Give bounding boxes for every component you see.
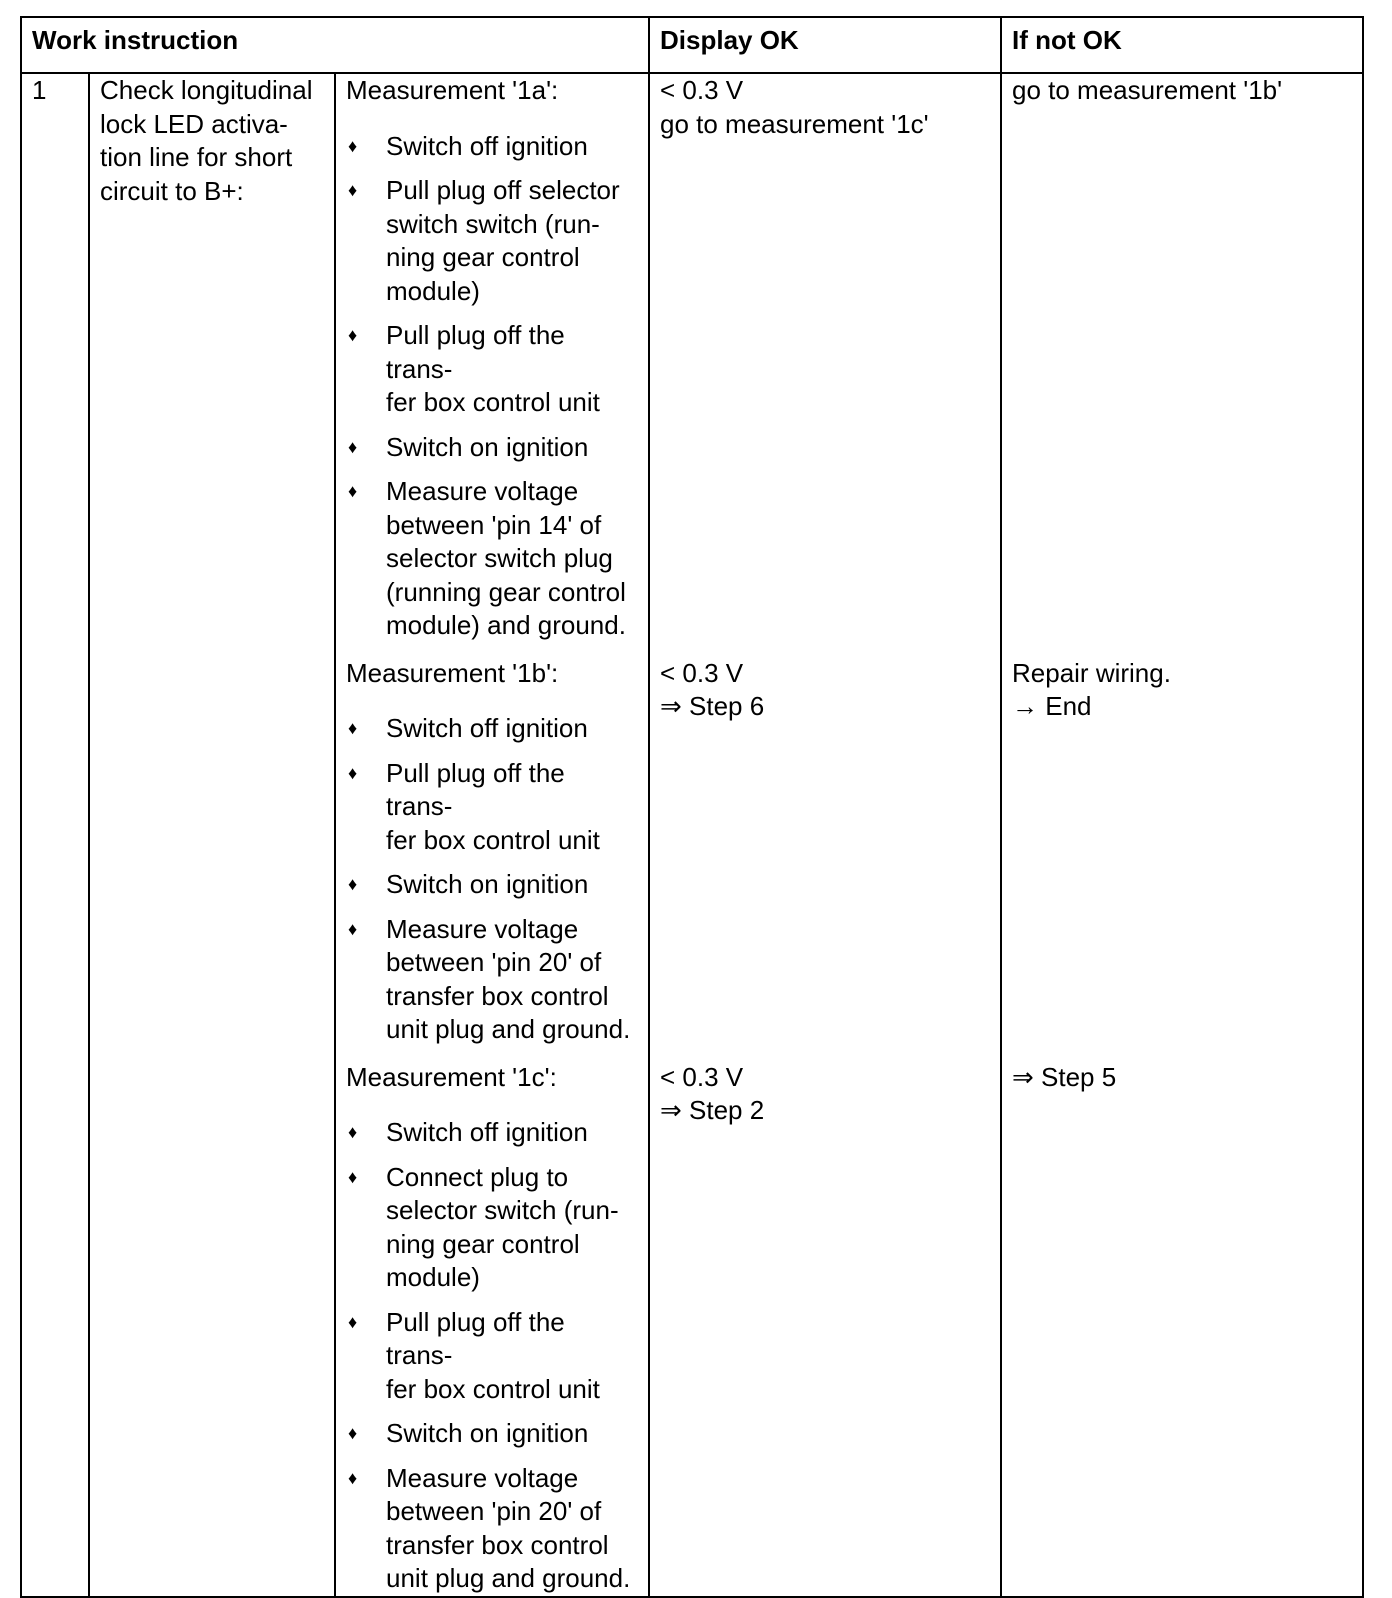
instruction-text: selector switch plug <box>386 543 613 573</box>
instruction-list <box>346 130 638 643</box>
instruction-text: ning gear control <box>386 1228 580 1259</box>
description-line: tion line for short <box>100 142 293 172</box>
header-work-instruction: Work instruction <box>21 17 649 73</box>
measurement-title: Measurement '1c': <box>346 1061 557 1092</box>
display-ok-text: < 0.3 V <box>660 657 744 688</box>
display-ok-result <box>660 1061 990 1128</box>
measurement-block <box>346 74 638 643</box>
measurement-block <box>346 657 638 1047</box>
measurement-title: Measurement '1a': <box>346 75 559 105</box>
instruction-text: Pull plug off the trans- <box>386 320 565 384</box>
diamond-bullet-icon: ♦ <box>348 918 358 939</box>
instruction-item <box>346 1417 638 1451</box>
if-not-ok-text: → End <box>1012 691 1092 721</box>
diamond-bullet-icon: ♦ <box>348 1166 358 1187</box>
display-ok-text: ⇒ Step 6 <box>660 691 765 721</box>
instruction-text: (running gear control <box>386 576 626 607</box>
header-row <box>21 17 1363 73</box>
instruction-text: Measure voltage <box>386 1462 579 1493</box>
diamond-bullet-icon: ♦ <box>348 325 358 345</box>
header-if-not-ok: If not OK <box>1001 17 1363 73</box>
diamond-bullet-icon: ♦ <box>348 874 358 894</box>
description-line: Check longitudinal <box>100 75 313 105</box>
instruction-text: Switch off ignition <box>386 130 588 161</box>
instruction-text: Pull plug off the trans- <box>386 1306 565 1370</box>
instruction-item <box>346 1462 638 1596</box>
diamond-bullet-icon: ♦ <box>348 1122 358 1142</box>
instruction-text: Measure voltage <box>386 476 579 506</box>
display-ok-text: ⇒ Step 2 <box>660 1095 765 1125</box>
instruction-text: Pull plug off the trans- <box>386 757 565 821</box>
instruction-text: Measure voltage <box>386 913 579 944</box>
instruction-item <box>346 174 638 308</box>
instruction-text: between 'pin 20' of <box>386 1496 602 1526</box>
if-not-ok-result <box>1012 74 1352 108</box>
instruction-item <box>346 319 638 420</box>
instruction-text: selector switch (run- <box>386 1195 619 1225</box>
instruction-item <box>346 712 638 746</box>
display-ok-text: < 0.3 V <box>660 1061 744 1092</box>
instruction-item <box>346 757 638 858</box>
instruction-item <box>346 913 638 1047</box>
display-ok-result <box>660 74 990 141</box>
diamond-bullet-icon: ♦ <box>348 1423 358 1443</box>
instruction-text: ning gear control <box>386 242 580 272</box>
measurement-steps <box>335 73 649 1597</box>
if-not-ok-text: ⇒ Step 5 <box>1012 1061 1117 1092</box>
instruction-text: fer box control unit <box>386 824 600 855</box>
if-not-ok-column <box>1001 73 1363 1597</box>
instruction-text: Switch off ignition <box>386 713 588 743</box>
instruction-text: fer box control unit <box>386 1373 600 1404</box>
if-not-ok-text: go to measurement '1b' <box>1012 75 1283 105</box>
if-not-ok-result <box>1012 657 1352 724</box>
instruction-item <box>346 1161 638 1295</box>
instruction-text: fer box control unit <box>386 387 600 417</box>
display-ok-result <box>660 657 990 724</box>
instruction-item <box>346 431 638 465</box>
diamond-bullet-icon: ♦ <box>348 1467 358 1488</box>
diamond-bullet-icon: ♦ <box>348 481 358 501</box>
instruction-list <box>346 1116 638 1596</box>
work-instruction-table <box>20 16 1364 1598</box>
instruction-text: transfer box control <box>386 980 609 1011</box>
if-not-ok-result <box>1012 1061 1352 1095</box>
diamond-bullet-icon: ♦ <box>348 1311 358 1332</box>
measurement-title: Measurement '1b': <box>346 657 559 688</box>
diamond-bullet-icon: ♦ <box>348 762 358 783</box>
if-not-ok-text: Repair wiring. <box>1012 657 1171 688</box>
instruction-text: Connect plug to <box>386 1161 569 1192</box>
instruction-text: Switch on ignition <box>386 431 589 462</box>
instruction-item <box>346 475 638 643</box>
instruction-text: Pull plug off selector <box>386 175 620 205</box>
step-number: 1 <box>21 73 89 1597</box>
display-ok-column <box>649 73 1001 1597</box>
instruction-text: transfer box control <box>386 1529 609 1560</box>
instruction-text: module) <box>386 1262 480 1292</box>
instruction-text: switch switch (run- <box>386 208 600 239</box>
instruction-text: module) and ground. <box>386 610 626 640</box>
instruction-text: unit plug and ground. <box>386 1014 631 1044</box>
header-display-ok: Display OK <box>649 17 1001 73</box>
instruction-text: Switch on ignition <box>386 869 589 899</box>
measurement-block <box>346 1061 638 1596</box>
step-description <box>89 73 335 1597</box>
instruction-text: module) <box>386 275 480 306</box>
display-ok-text: go to measurement '1c' <box>660 108 929 139</box>
instruction-item <box>346 1116 638 1150</box>
step-row <box>21 73 1363 1597</box>
diamond-bullet-icon: ♦ <box>348 718 358 738</box>
instruction-text: unit plug and ground. <box>386 1563 631 1593</box>
description-line: circuit to B+: <box>100 175 244 206</box>
instruction-item <box>346 130 638 164</box>
diamond-bullet-icon: ♦ <box>348 436 358 457</box>
diamond-bullet-icon: ♦ <box>348 180 358 200</box>
instruction-text: Switch off ignition <box>386 1117 588 1147</box>
description-line: lock LED activa- <box>100 108 288 139</box>
instruction-text: between 'pin 20' of <box>386 947 602 977</box>
diamond-bullet-icon: ♦ <box>348 135 358 156</box>
instruction-list <box>346 712 638 1047</box>
instruction-item <box>346 1306 638 1407</box>
display-ok-text: < 0.3 V <box>660 75 744 105</box>
instruction-text: Switch on ignition <box>386 1418 589 1448</box>
instruction-text: between 'pin 14' of <box>386 509 602 540</box>
instruction-item <box>346 868 638 902</box>
